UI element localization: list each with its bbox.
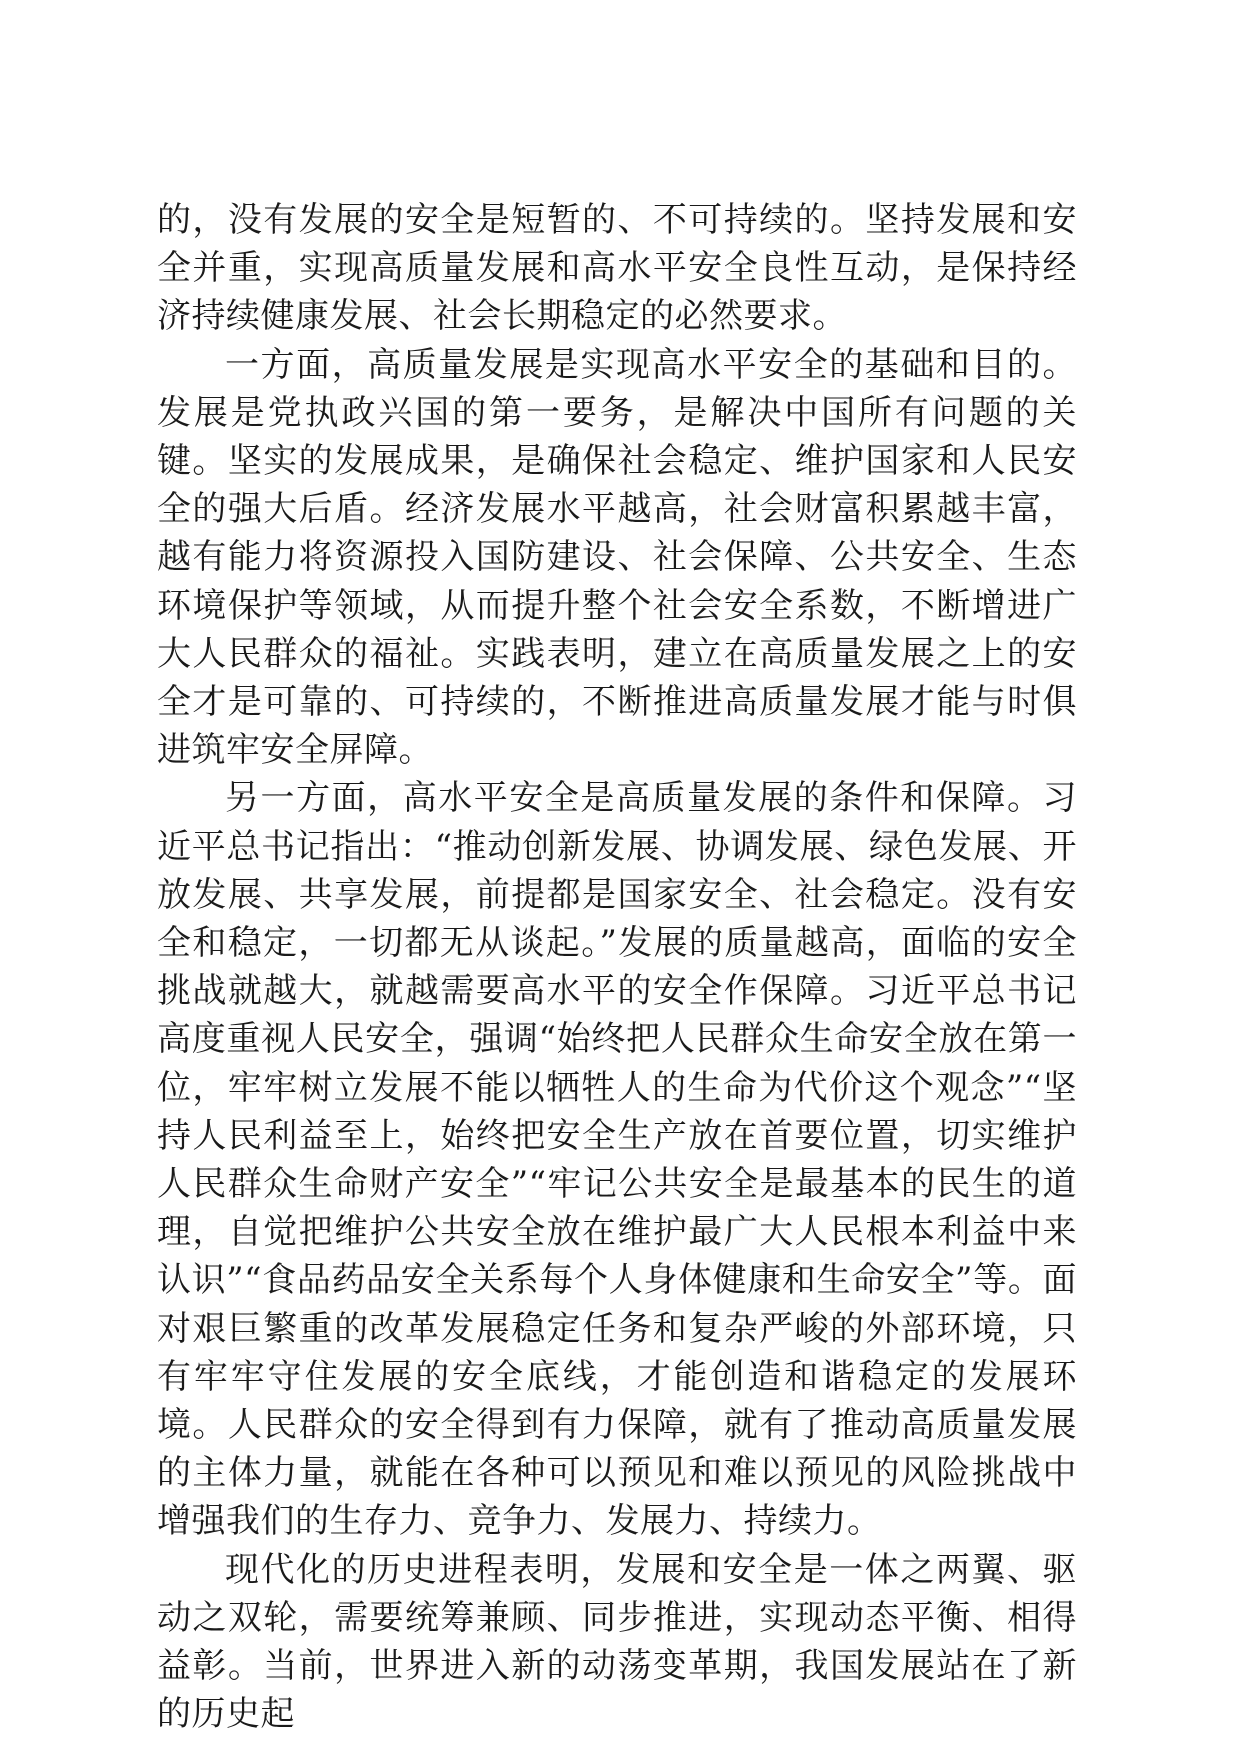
paragraph-4: 现代化的历史进程表明，发展和安全是一体之两翼、驱动之双轮，需要统筹兼顾、同步推进，实现动态平衡、相得益彰。当前，世界进入新的动荡变革期，我国发展站在了新的历史起 bbox=[157, 1549, 1077, 1735]
paragraph-2: 一方面，高质量发展是实现高水平安全的基础和目的。发展是党执政兴国的第一要务，是解决中国所有问题的关键。坚实的发展成果，是确保社会稳定、维护国家和人民安全的强大后盾。经济发展水平越高，社会财富积累越丰富，越有能力将资源投入国防建设、社会保障、公共安全、生态环境保护等领域，从而提升整个社会安全系数，不断增进广大人民群众的福祉。实践表明，建立在高质量发展之上的安全才是可靠的、可持续的，不断推进高质量发展才能与时俱进筑牢安全屏障。 bbox=[157, 344, 1077, 771]
document-body bbox=[157, 196, 1077, 1739]
paragraph-3: 另一方面，高水平安全是高质量发展的条件和保障。习近平总书记指出：“推动创新发展、协调发展、绿色发展、开放发展、共享发展，前提都是国家安全、社会稳定。没有安全和稳定，一切都无从谈起。”发展的质量越高，面临的安全挑战就越大，就越需要高水平的安全作保障。习近平总书记高度重视人民安全，强调“始终把人民群众生命安全放在第一位，牢牢树立发展不能以牺牲人的生命为代价这个观念”“坚持人民利益至上，始终把安全生产放在首要位置，切实维护人民群众生命财产安全”“牢记公共安全是最基本的民生的道理，自觉把维护公共安全放在维护最广大人民根本利益中来认识”“食品药品安全关系每个人身体健康和生命安全”等。面对艰巨繁重的改革发展稳定任务和复杂严峻的外部环境，只有牢牢守住发展的安全底线，才能创造和谐稳定的发展环境。人民群众的安全得到有力保障，就有了推动高质量发展的主体力量，就能在各种可以预见和难以预见的风险挑战中增强我们的生存力、竞争力、发展力、持续力。 bbox=[157, 778, 1077, 1542]
paragraph-1: 的，没有发展的安全是短暂的、不可持续的。坚持发展和安全并重，实现高质量发展和高水平安全良性互动，是保持经济持续健康发展、社会长期稳定的必然要求。 bbox=[157, 200, 1077, 337]
